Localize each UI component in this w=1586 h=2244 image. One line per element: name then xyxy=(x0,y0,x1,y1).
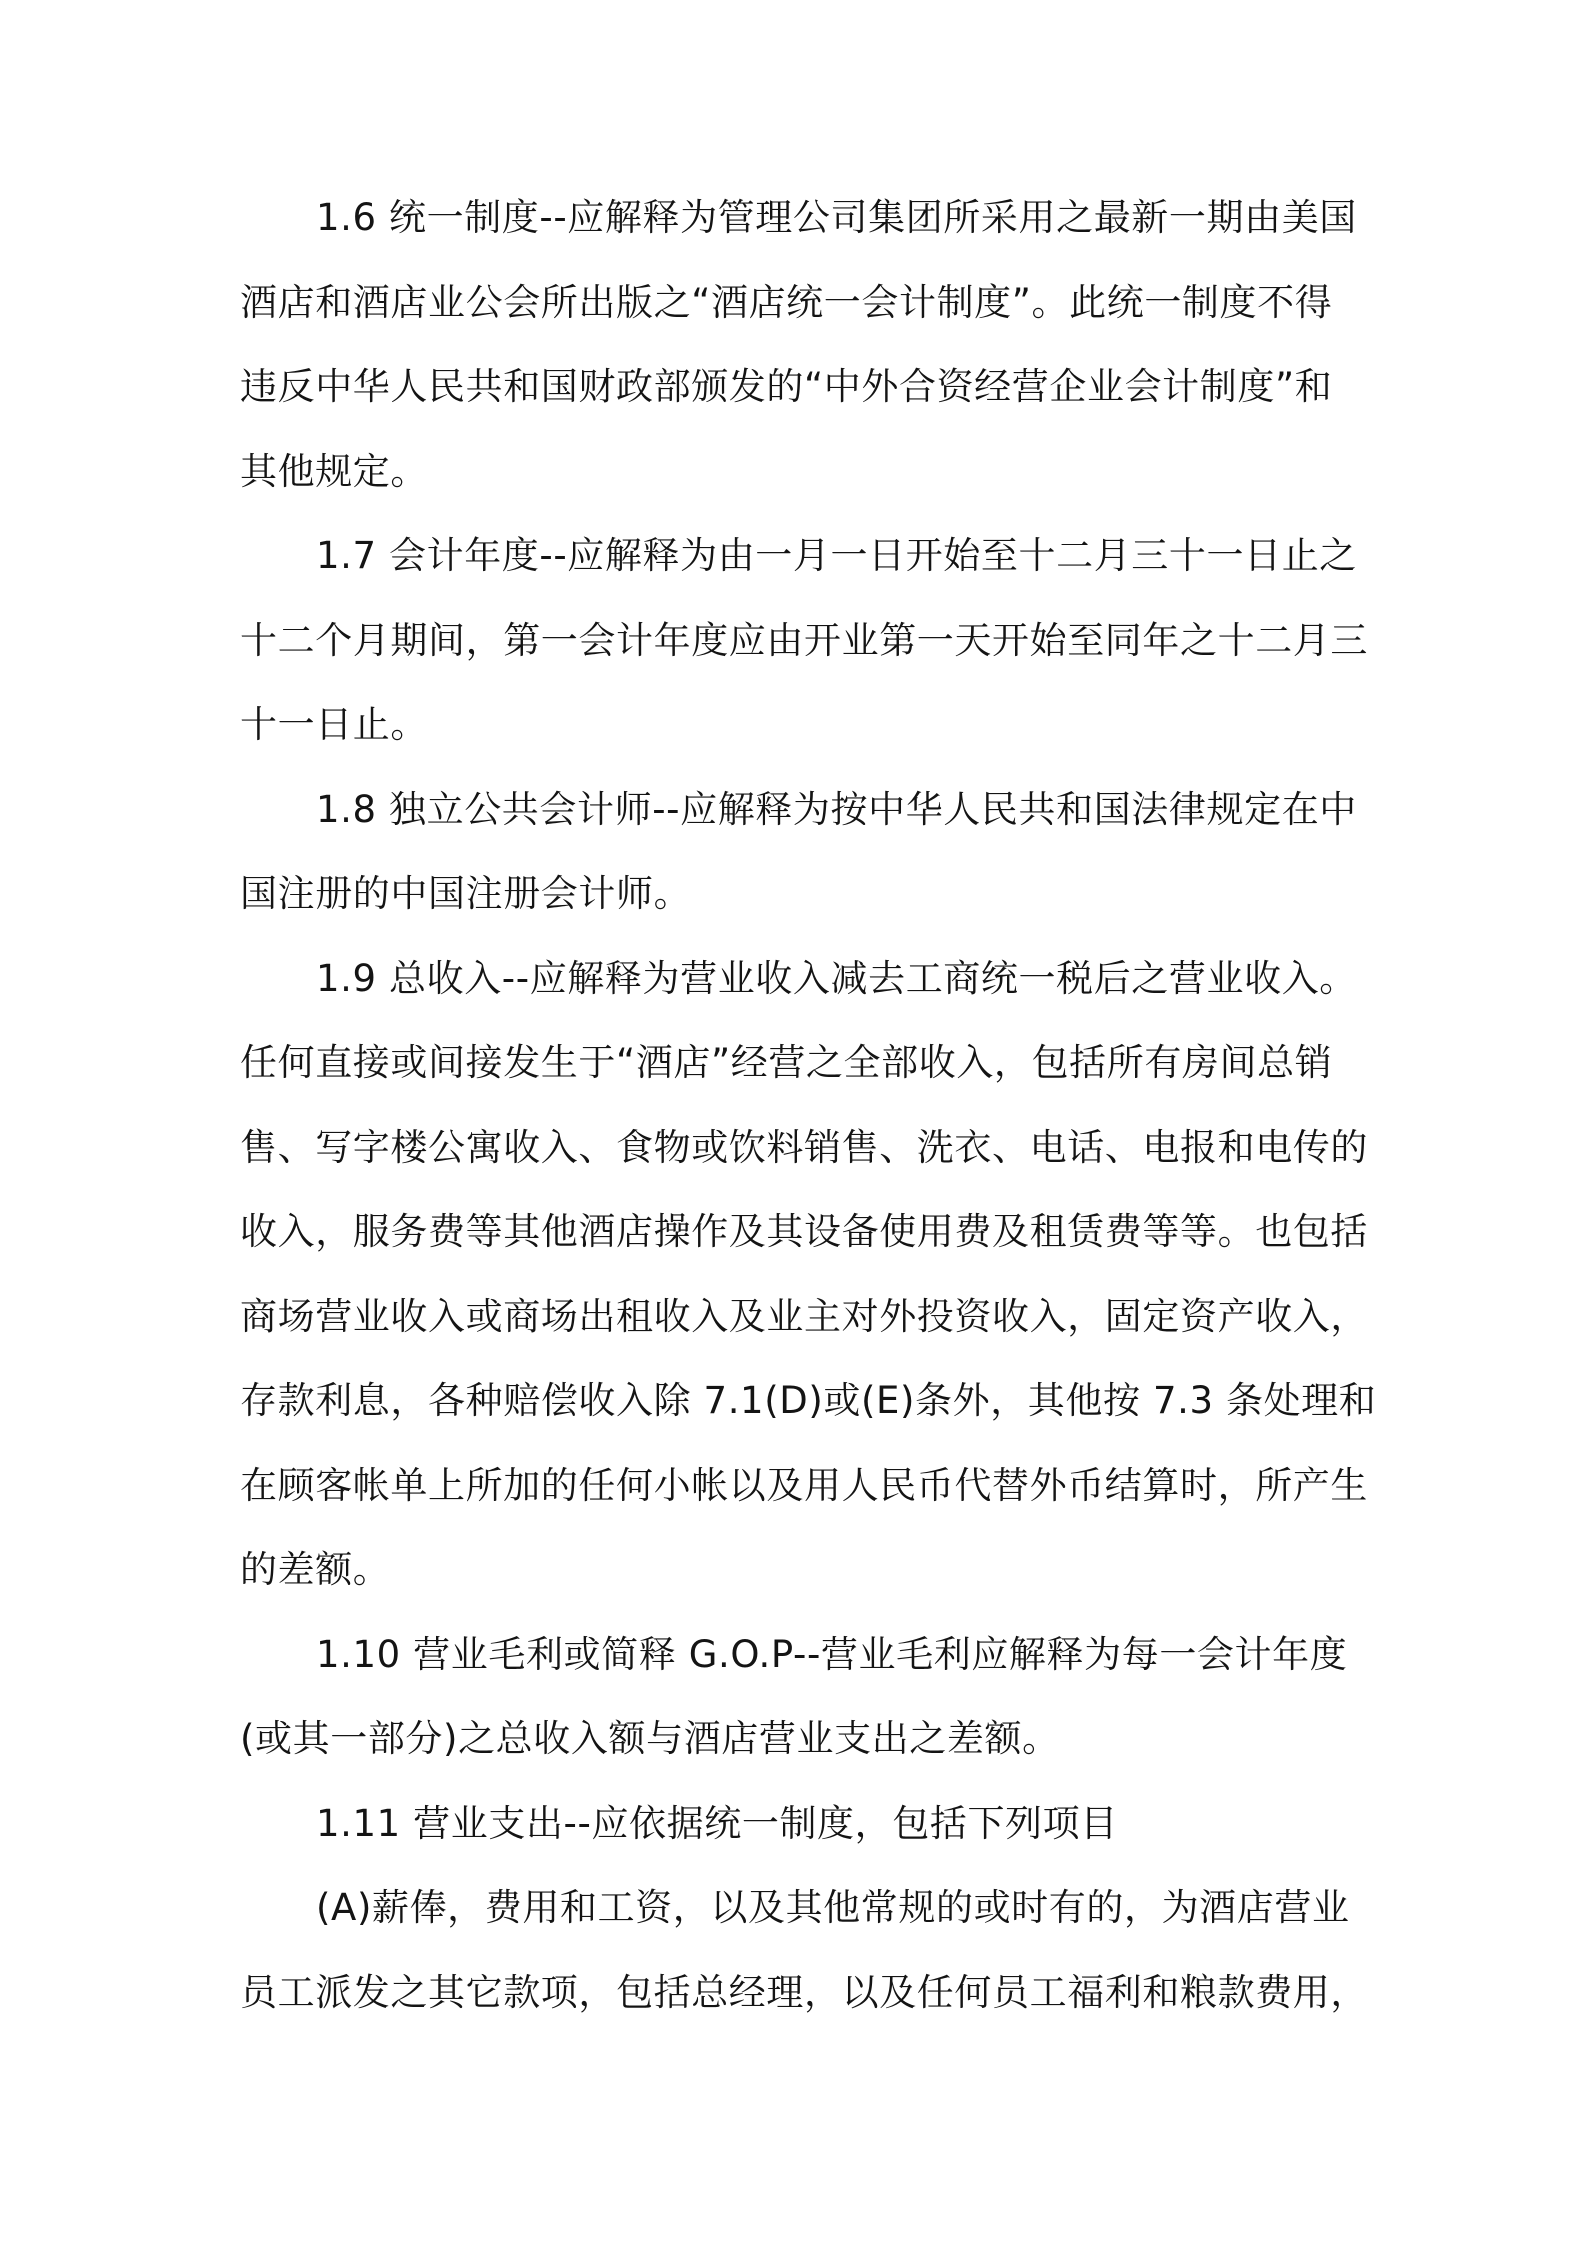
clause-1-6-line-2: 酒店和酒店业公会所出版之“酒店统一会计制度”。此统一制度不得 xyxy=(240,280,1333,324)
clause-1-7-line-3: 十一日止。 xyxy=(240,703,428,746)
clause-1-7-line-2: 十二个月期间，第一会计年度应由开业第一天开始至同年之十二月三 xyxy=(240,618,1368,662)
clause-1-10-line-2: (或其一部分)之总收入额与酒店营业支出之差额。 xyxy=(240,1717,1060,1760)
clause-1-9-line-8: 的差额。 xyxy=(240,1548,391,1591)
clause-1-9-line-1: 1.9 总收入--应解释为营业收入减去工商统一税后之营业收入。 xyxy=(316,956,1357,1000)
document-body xyxy=(240,196,1377,2055)
clause-1-9-line-6: 存款利息，各种赔偿收入除 7.1(D)或(E)条外，其他按 7.3 条处理和 xyxy=(240,1379,1377,1422)
clause-1-9-line-7: 在顾客帐单上所加的任何小帐以及用人民币代替外币结算时，所产生 xyxy=(240,1463,1368,1507)
clause-1-9-line-2: 任何直接或间接发生于“酒店”经营之全部收入，包括所有房间总销 xyxy=(240,1041,1333,1084)
clause-1-8-line-2: 国注册的中国注册会计师。 xyxy=(240,872,692,915)
clause-1-8-line-1: 1.8 独立公共会计师--应解释为按中华人民共和国法律规定在中 xyxy=(316,787,1357,831)
clause-1-6-line-3: 违反中华人民共和国财政部颁发的“中外合资经营企业会计制度”和 xyxy=(240,365,1333,408)
clause-1-9-line-3: 售、写字楼公寓收入、食物或饮料销售、洗衣、电话、电报和电传的 xyxy=(240,1125,1368,1169)
clause-1-6-line-1: 1.6 统一制度--应解释为管理公司集团所采用之最新一期由美国 xyxy=(316,196,1357,239)
clause-1-11-a-line-1: (A)薪俸，费用和工资，以及其他常规的或时有的，为酒店营业 xyxy=(316,1886,1350,1929)
clause-1-7-line-1: 1.7 会计年度--应解释为由一月一日开始至十二月三十一日止之 xyxy=(316,534,1357,577)
clause-1-6-line-4: 其他规定。 xyxy=(240,449,428,493)
clause-1-11-line-1: 1.11 营业支出--应依据统一制度，包括下列项目 xyxy=(316,1801,1118,1845)
clause-1-9-line-4: 收入，服务费等其他酒店操作及其设备使用费及租赁费等等。也包括 xyxy=(240,1210,1368,1253)
clause-1-10-line-1: 1.10 营业毛利或简释 G.O.P--营业毛利应解释为每一会计年度 xyxy=(316,1632,1348,1676)
clause-1-9-line-5: 商场营业收入或商场出租收入及业主对外投资收入，固定资产收入， xyxy=(240,1294,1368,1338)
clause-1-11-a-line-2: 员工派发之其它款项，包括总经理，以及任何员工福利和粮款费用， xyxy=(240,1970,1368,2014)
